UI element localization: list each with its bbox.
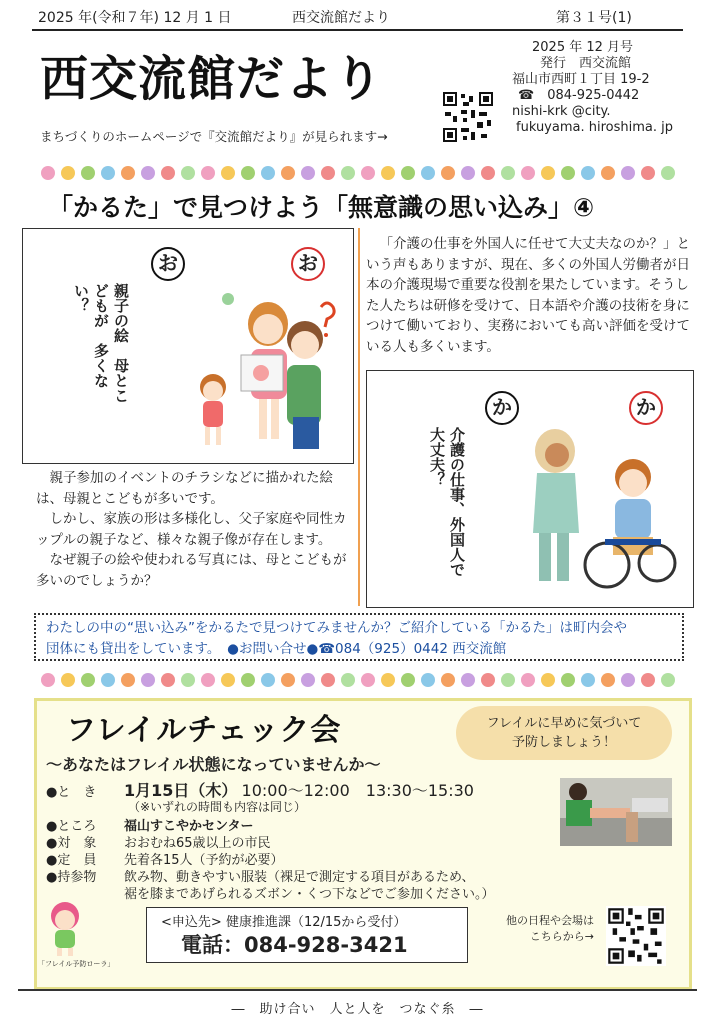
place-value: 福山すこやかセンター [124,819,254,834]
decorative-dot [581,166,595,180]
card-letter-circle: お [151,247,185,281]
decorative-dot [601,673,615,687]
header-date: 2025 年(令和７年) 12 月 1 日 [38,10,232,26]
decorative-dot [621,166,635,180]
decorative-dot [501,166,515,180]
target-label: ●対 象 [46,836,97,851]
frailty-bubble [456,706,672,760]
email-line-2: fukuyama. hiroshima. jp [516,120,673,135]
decorative-dot [161,673,175,687]
mascot-label: 「フレイル予防ローラ」 [38,960,115,968]
publication-month: 2025 年 12 月号 [532,40,634,55]
decorative-dot [421,166,435,180]
decorative-dot [301,673,315,687]
decorative-dot [481,166,495,180]
decorative-dot [341,673,355,687]
decorative-dot [401,673,415,687]
bubble-line-2: 予防しましょう！ [511,735,616,750]
card-letter-circle: か [485,391,519,425]
decorative-dot [141,673,155,687]
bring-value-2: 裾を膝まであげられるズボン・くつ下などでご参加ください。） [124,887,495,902]
left-paragraph: しかし、家族の形は多様化し、父子家庭や同性カップルの親子など、様々な親子像が存在します。 [36,511,347,548]
publisher: 発行 西交流館 [540,56,632,71]
when-times: 10:00～12:00 13:30～15:30 [241,781,474,800]
decorative-dot [201,166,215,180]
decorative-dot [441,166,455,180]
other-dates-qr-code[interactable] [606,906,666,966]
decorative-dot [141,166,155,180]
decorative-dot [41,166,55,180]
frailty-subtitle: ～あなたはフレイル状態になっていませんか～ [46,755,381,774]
decorative-dot [241,166,255,180]
decorative-dot [421,673,435,687]
decorative-dot [81,673,95,687]
decorative-dots-row [40,165,680,181]
left-article-text [36,468,354,591]
decorative-dot [261,166,275,180]
decorative-dot [561,166,575,180]
card-text: 親子の絵 母とこどもが 多くない？ [72,283,130,403]
other-dates-line-1: 他の日程や会場は [506,914,594,927]
when-label: ●と き [46,785,97,800]
card-letter-circle-red: か [629,391,663,425]
target-value: おおむね65歳以上の市民 [124,836,271,851]
decorative-dot [121,673,135,687]
other-dates-line-2: こちらから→ [529,930,594,943]
apply-phone[interactable]: 電話：084-928-3421 [181,933,408,957]
decorative-dot [381,673,395,687]
left-paragraph: なぜ親子の絵や使われる写真には、母とこどもが多いのでしょうか？ [36,552,347,589]
masthead-subtitle: まちづくりのホームページで『交流館だより』が見られます→ [40,129,388,144]
decorative-dot [341,166,355,180]
frailty-check-photo [560,778,672,846]
decorative-dot [561,673,575,687]
decorative-dot [101,166,115,180]
decorative-dot [581,673,595,687]
application-box [146,907,468,963]
decorative-dot [281,166,295,180]
article-heading: 「かるた」で見つけよう「無意識の思い込み」④ [48,193,595,222]
email-line-1: nishi-krk @city. [512,104,611,119]
caregiver-illustration [517,423,687,593]
decorative-dot [601,166,615,180]
bring-value-1: 飲み物、動きやすい服装（裸足で測定する項目があるため、 [124,870,475,885]
decorative-dot [321,166,335,180]
decorative-dot [441,673,455,687]
left-paragraph: 親子参加のイベントのチラシなどに描かれた絵は、母親とこどもが多いです。 [36,470,333,507]
decorative-dot [41,673,55,687]
decorative-dot [661,673,675,687]
frailty-title: フレイルチェック会 [66,713,342,748]
issue-number: 第３１号(1) [556,10,632,26]
decorative-dot [61,673,75,687]
apply-row [161,911,406,930]
karuta-card-oya [22,228,354,464]
header-center: 西交流館だより [292,10,390,26]
notice-line-1: わたしの中の“思い込み”をかるたで見つけてみませんか？ご紹介している「かるた」は町内会や [46,620,627,636]
notice-line-2: 団体にも貸出をしています。 ●お問い合せ●☎084（925）0442 西交流館 [46,641,507,657]
decorative-dot [121,166,135,180]
decorative-dot [221,166,235,180]
decorative-dot [361,166,375,180]
capacity-value: 先着各15人（予約が必要） [124,853,284,868]
decorative-dot [101,673,115,687]
decorative-dot [161,166,175,180]
karuta-notice [34,613,684,661]
family-illustration [183,289,348,454]
decorative-dots-row [40,672,680,688]
decorative-dot [81,166,95,180]
decorative-dot [461,673,475,687]
apply-label: <申込先> [161,915,222,930]
decorative-dot [261,673,275,687]
decorative-dot [521,673,535,687]
decorative-dot [641,673,655,687]
right-paragraph: 「介護の仕事を外国人に任せて大丈夫なのか？」という声もありますが、現在、多くの外国人労働者が日本の介護現場で重要な役割を果たしています。そうした人たちは研修を受けて、日本語や介護の技術を身につけて働いており、実務においても高い評価を受けている人も多くいます。 [366,236,690,355]
card-text: 介護の仕事、外国人で大丈夫？ [428,427,466,577]
decorative-dot [241,673,255,687]
decorative-dot [541,166,555,180]
decorative-dot [221,673,235,687]
apply-department: 健康推進課（12/15から受付） [225,915,407,930]
header-divider [32,29,683,31]
decorative-dot [541,673,555,687]
bubble-line-1: フレイルに早めに気づいて [486,716,642,731]
card-letter-circle-red: お [291,247,325,281]
other-dates-note [494,913,594,945]
place-label: ●ところ [46,819,97,834]
decorative-dot [401,166,415,180]
publication-info [512,40,702,136]
decorative-dot [361,673,375,687]
decorative-dot [481,673,495,687]
decorative-dot [181,673,195,687]
decorative-dot [661,166,675,180]
decorative-dot [301,166,315,180]
decorative-dot [201,673,215,687]
masthead-title: 西交流館だより [40,51,384,107]
decorative-dot [381,166,395,180]
decorative-dot [621,673,635,687]
tel: ☎ 084-925-0442 [518,88,640,103]
decorative-dot [281,673,295,687]
decorative-dot [181,166,195,180]
decorative-dot [461,166,475,180]
column-divider [358,228,360,606]
footer-slogan: ― 助け合い 人と人を つなぐ糸 ― [231,1002,484,1017]
mascot-illustration [40,900,90,958]
bring-label: ●持参物 [46,870,97,885]
right-article-text [366,234,694,357]
decorative-dot [521,166,535,180]
when-date: 1月15日（木） [124,781,238,800]
footer-divider [18,989,697,991]
decorative-dot [61,166,75,180]
decorative-dot [641,166,655,180]
homepage-qr-code[interactable] [441,90,495,144]
when-note: （※いずれの時間も内容は同じ） [128,800,307,814]
karuta-card-kaigo [366,370,694,608]
capacity-label: ●定 員 [46,853,97,868]
decorative-dot [501,673,515,687]
address: 福山市西町１丁目 19-2 [512,72,650,87]
decorative-dot [321,673,335,687]
